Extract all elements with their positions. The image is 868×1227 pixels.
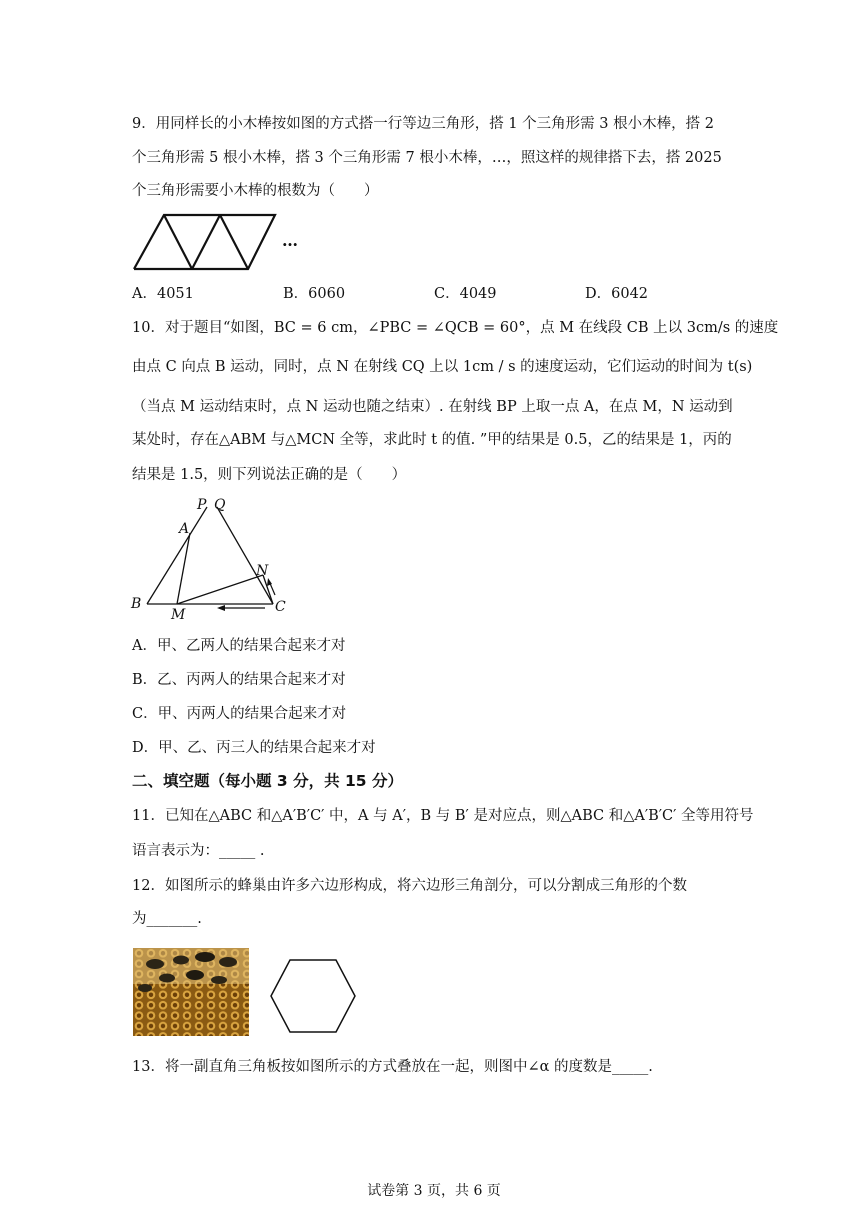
section-heading: 二、填空题（每小题 3 分，共 15 分）: [132, 772, 403, 790]
label-n: N: [256, 563, 269, 579]
q9-choice-a: A．4051: [132, 286, 194, 302]
q10-choice-a: A．甲、乙两人的结果合起来才对: [132, 638, 346, 654]
label-a: A: [179, 521, 190, 537]
q10-line-1: 10．对于题目“如图，BC = 6 cm，∠PBC = ∠QCB = 60°，点 M 在线段 CB 上以 3cm/s 的速度: [132, 320, 779, 336]
q10-choice-b: B．乙、丙两人的结果合起来才对: [132, 672, 346, 688]
q9-choice-d: D．6042: [585, 286, 649, 302]
q9-line-2: 个三角形需 5 根小木棒，搭 3 个三角形需 7 根小木棒，…，照这样的规律搭下去，搭 2025: [132, 150, 722, 166]
geometry-figure: [125, 495, 295, 625]
q11-line-1: 11．已知在△ABC 和△A′B′C′ 中，A 与 A′，B 与 B′ 是对应点，则△ABC 和△A′B′C′ 全等用符号: [132, 808, 754, 824]
q10-line-2: 由点 C 向点 B 运动，同时，点 N 在射线 CQ 上以 1cm / s 的速度运动，它们运动的时间为 t(s): [132, 359, 753, 375]
q10-line-3: （当点 M 运动结束时，点 N 运动也随之结束）. 在射线 BP 上取一点 A，在点 M，N 运动到: [132, 399, 733, 415]
q9-line-1: 9．用同样长的小木棒按如图的方式搭一行等边三角形，搭 1 个三角形需 3 根小木棒，搭 2: [132, 116, 714, 132]
hexagon-figure: [268, 956, 358, 1036]
label-c: C: [275, 599, 286, 615]
q13-line-1: 13．将一副直角三角板按如图所示的方式叠放在一起，则图中∠α 的度数是_____.: [132, 1059, 653, 1075]
label-p: P: [197, 497, 207, 513]
q10-choice-c: C．甲、丙两人的结果合起来才对: [132, 706, 347, 722]
q10-line-5: 结果是 1.5，则下列说法正确的是（ ）: [132, 467, 407, 483]
q9-choice-b: B．6060: [283, 286, 346, 302]
q9-line-3: 个三角形需要小木棒的根数为（ ）: [132, 183, 379, 199]
q12-line-2: 为_______.: [132, 911, 202, 927]
label-b: B: [131, 596, 142, 612]
q10-choice-d: D．甲、乙、丙三人的结果合起来才对: [132, 740, 376, 756]
label-q: Q: [214, 497, 226, 513]
triangles-figure: [130, 210, 310, 274]
page-footer: 试卷第 3 页，共 6 页: [367, 1183, 501, 1199]
q11-line-2: 语言表示为：_____ .: [132, 843, 265, 859]
label-m: M: [171, 607, 186, 623]
q9-choice-c: C．4049: [434, 286, 497, 302]
q10-line-4: 某处时，存在△ABM 与△MCN 全等，求此时 t 的值. ”甲的结果是 0.5，乙的结果是 1，丙的: [132, 432, 732, 448]
q12-line-1: 12．如图所示的蜂巢由许多六边形构成，将六边形三角剖分，可以分割成三角形的个数: [132, 878, 687, 894]
triangles-ellipsis: …: [282, 231, 298, 250]
honeycomb-photo: [133, 948, 249, 1036]
